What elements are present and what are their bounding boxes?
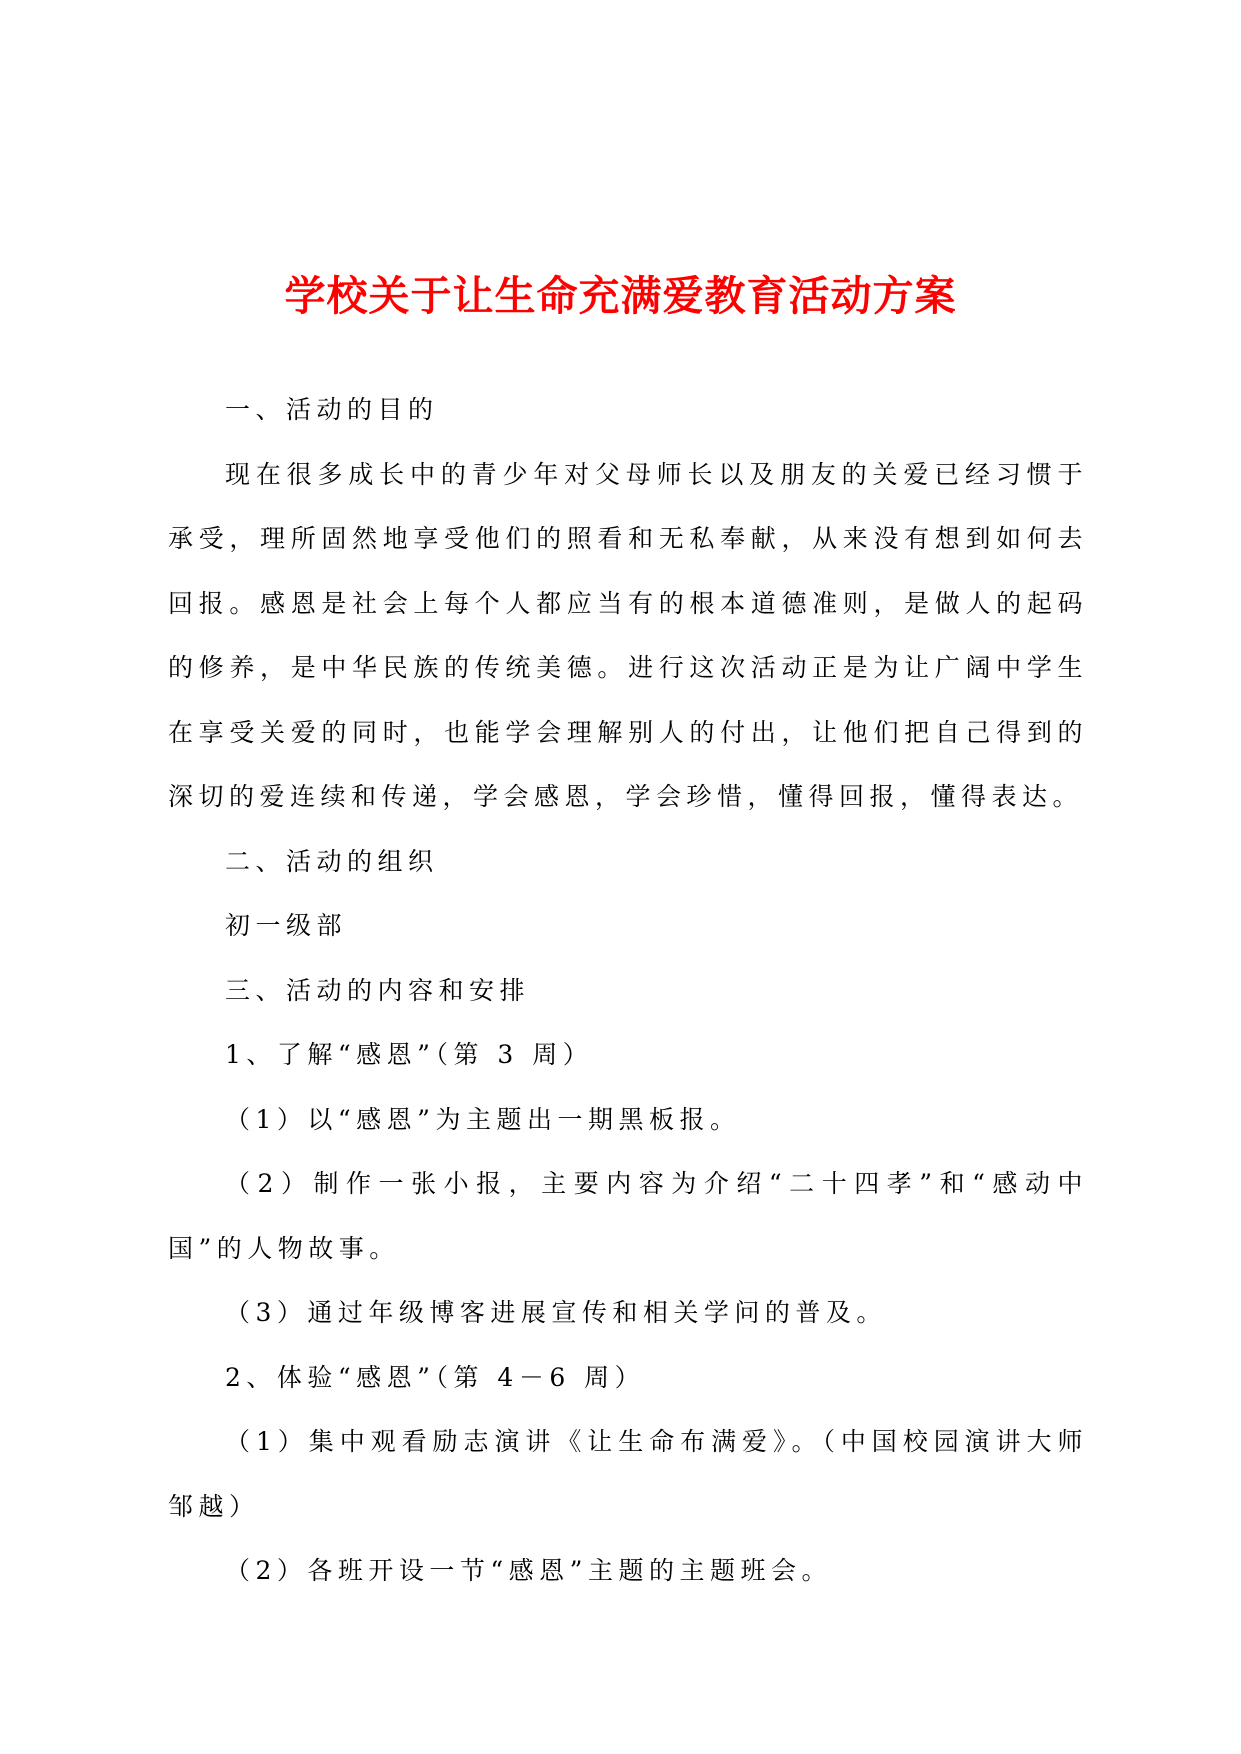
subsection-heading-understand: 1、了解“感恩”（第 3 周） <box>225 1040 594 1069</box>
list-item-experience-1: （1）集中观看励志演讲《让生命布满爱》。（中国校园演讲大师邹越） <box>168 1427 1088 1521</box>
list-item-understand-3: （3）通过年级博客进展宣传和相关学问的普及。 <box>225 1298 887 1327</box>
list-item-experience-2: （2）各班开设一节“感恩”主题的主题班会。 <box>225 1556 832 1585</box>
document-title: 学校关于让生命充满爱教育活动方案 <box>284 272 957 320</box>
section-heading-content: 三、活动的内容和安排 <box>225 975 531 1005</box>
document-body <box>168 378 1088 1604</box>
paragraph-organization: 初一级部 <box>225 911 348 940</box>
list-item-understand-1: （1）以“感恩”为主题出一期黑板报。 <box>225 1104 741 1134</box>
section-heading-organization: 二、活动的组织 <box>225 846 439 876</box>
list-item-understand-2: （2）制作一张小报，主要内容为介绍“二十四孝”和“感动中国”的人物故事。 <box>168 1169 1088 1263</box>
subsection-heading-experience: 2、体验“感恩”（第 4－6 周） <box>225 1362 646 1392</box>
paragraph-purpose: 现在很多成长中的青少年对父母师长以及朋友的关爱已经习惯于承受，理所固然地享受他们的照看和无私奉献，从来没有想到如何去回报。感恩是社会上每个人都应当有的根本道德准则，是做人的起码的修养，是中华民族的传统美德。进行这次活动正是为让广阔中学生在享受关爱的同时，也能学会理解别人的付出，让他们把自己得到的深切的爱连续和传递，学会感恩，学会珍惜，懂得回报，懂得表达。 <box>168 459 1088 811</box>
section-heading-purpose: 一、活动的目的 <box>225 395 439 424</box>
